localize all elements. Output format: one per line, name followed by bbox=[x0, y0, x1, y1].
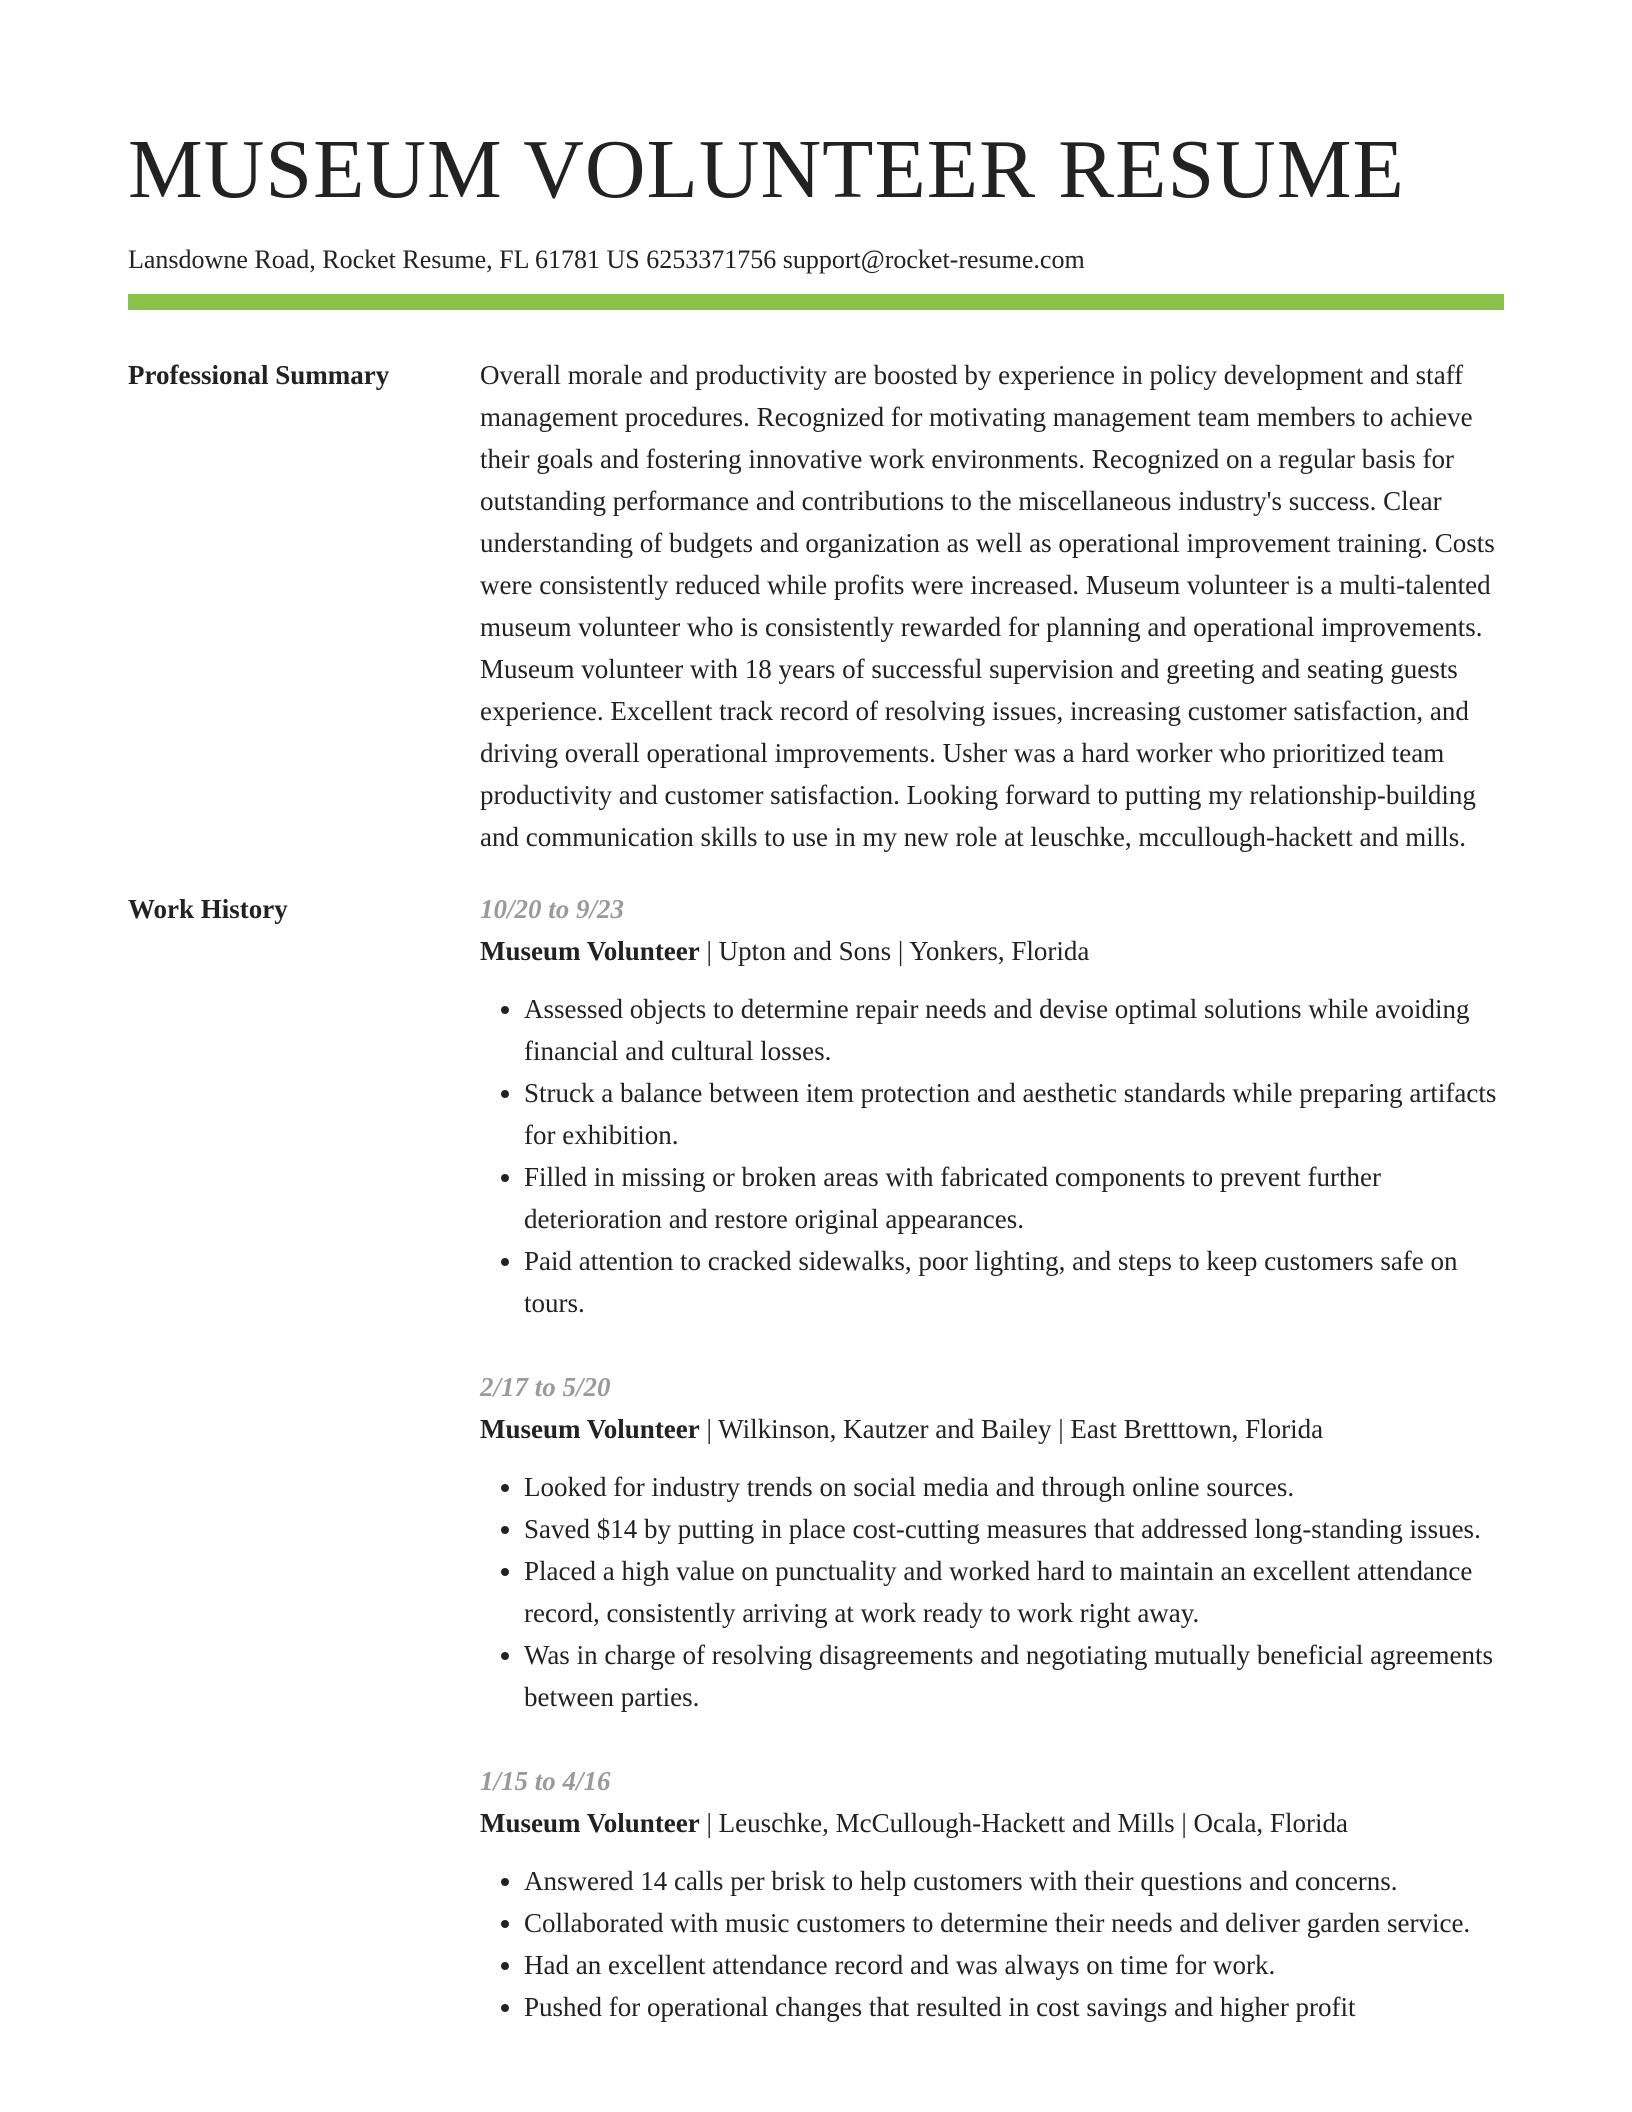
job-title-line bbox=[480, 1802, 1504, 1844]
job-employer-location: | Wilkinson, Kautzer and Bailey | East Bretttown, Florida bbox=[699, 1414, 1324, 1444]
job-bullet: • Filled in missing or broken areas with fabricated components to prevent further deterioration and restore original appearances. bbox=[524, 1156, 1504, 1240]
job-bullet: • Had an excellent attendance record and was always on time for work. bbox=[524, 1944, 1504, 1986]
job-bullet: • Collaborated with music customers to determine their needs and deliver garden service. bbox=[524, 1902, 1504, 1944]
job-bullets bbox=[480, 1466, 1504, 1718]
section-label: Work History bbox=[128, 894, 288, 924]
job-title-line bbox=[480, 1408, 1504, 1450]
job-bullet: • Answered 14 calls per brisk to help customers with their questions and concerns. bbox=[524, 1860, 1504, 1902]
job-title-line bbox=[480, 930, 1504, 972]
job-bullets bbox=[480, 1860, 1504, 2028]
job-bullet: • Saved $14 by putting in place cost-cutting measures that addressed long-standing issues. bbox=[524, 1508, 1504, 1550]
job-bullet: • Assessed objects to determine repair needs and devise optimal solutions while avoiding financial and cultural losses. bbox=[524, 988, 1504, 1072]
job-role: Museum Volunteer bbox=[480, 1414, 700, 1444]
job-bullet: • Placed a high value on punctuality and worked hard to maintain an excellent attendance record, consistently arriving at work ready to work right away. bbox=[524, 1550, 1504, 1634]
summary-text: Overall morale and productivity are boosted by experience in policy development and staff management procedures. Recognized for motivating management team members to achieve their goals and fostering innovative work environments. Recognized on a regular basis for outstanding performance and contributions to the miscellaneous industry's success. Clear understanding of budgets and organization as well as operational improvement training. Costs were consistently reduced while profits were increased. Museum volunteer is a multi-talented museum volunteer who is consistently rewarded for planning and operational improvements. Museum volunteer with 18 years of successful supervision and greeting and seating guests experience. Excellent track record of resolving issues, increasing customer satisfaction, and driving overall operational improvements. Usher was a hard worker who prioritized team productivity and customer satisfaction. Looking forward to putting my relationship-building and communication skills to use in my new role at leuschke, mccullough-hackett and mills. bbox=[480, 360, 1495, 852]
professional-summary-section bbox=[128, 354, 1504, 858]
job-bullet: • Looked for industry trends on social media and through online sources. bbox=[524, 1466, 1504, 1508]
job-entry bbox=[480, 1366, 1504, 1718]
job-employer-location: | Leuschke, McCullough-Hackett and Mills | Ocala, Florida bbox=[699, 1808, 1348, 1838]
job-entry bbox=[480, 1760, 1504, 2028]
job-role: Museum Volunteer bbox=[480, 936, 700, 966]
job-bullets bbox=[480, 988, 1504, 1324]
contact-info: Lansdowne Road, Rocket Resume, FL 61781 US 6253371756 support@rocket-resume.com bbox=[128, 245, 1085, 274]
job-dates: 10/20 to 9/23 bbox=[480, 894, 625, 924]
job-role: Museum Volunteer bbox=[480, 1808, 700, 1838]
job-dates: 1/15 to 4/16 bbox=[480, 1766, 611, 1796]
header-divider bbox=[128, 294, 1504, 310]
job-bullet: • Pushed for operational changes that resulted in cost savings and higher profit bbox=[524, 1986, 1504, 2028]
job-entry bbox=[480, 888, 1504, 1324]
section-label: Professional Summary bbox=[128, 360, 390, 390]
job-dates: 2/17 to 5/20 bbox=[480, 1372, 611, 1402]
job-employer-location: | Upton and Sons | Yonkers, Florida bbox=[699, 936, 1090, 966]
work-history-section bbox=[128, 888, 1504, 2070]
resume-title: MUSEUM VOLUNTEER RESUME bbox=[128, 123, 1405, 216]
job-bullet: • Paid attention to cracked sidewalks, poor lighting, and steps to keep customers safe on tours. bbox=[524, 1240, 1504, 1324]
job-bullet: • Struck a balance between item protection and aesthetic standards while preparing artifacts for exhibition. bbox=[524, 1072, 1504, 1156]
job-bullet: • Was in charge of resolving disagreements and negotiating mutually beneficial agreements between parties. bbox=[524, 1634, 1504, 1718]
